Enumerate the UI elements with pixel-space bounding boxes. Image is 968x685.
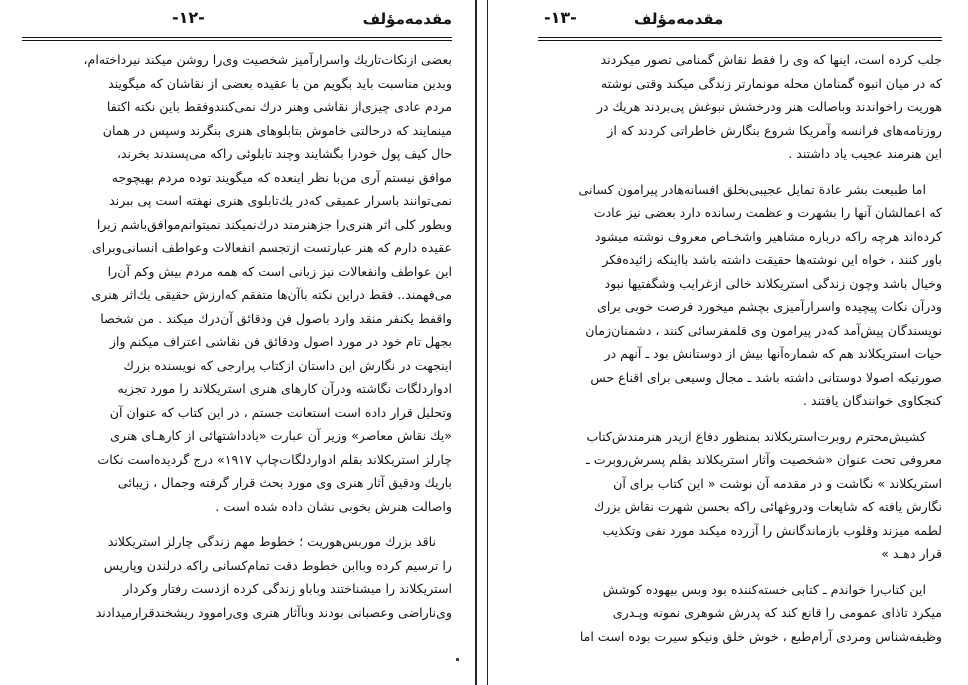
text-line: وبدین مناسبت باید بگویم من با عقیده بعضی از نقاشان که میگویند: [108, 75, 452, 91]
text-line: معروفی تحت عنوان «شخصیت وآثار استریکلاند بقلم پسرش‌روبرت ـ: [586, 452, 942, 467]
right-page-body: [538, 48, 942, 660]
paragraph: [538, 425, 942, 566]
text-line: جلب کرده است، اینها که وی را فقط نقاش گمنامی تصور میکردند: [600, 52, 942, 67]
left-page-body: [22, 48, 452, 636]
text-line: این هنرمند عجیب یاد داشتند .: [788, 146, 942, 161]
paragraph: [22, 48, 452, 518]
text-line: موافق نیستم آری من‌با نظر اینعده که میگویند توده مردم بهیچوجه: [111, 169, 452, 185]
paragraph: [538, 178, 942, 413]
text-line: این کتاب‌را خواندم ـ کتابی خسته‌کننده بود وبس بیهوده کوشش: [602, 581, 926, 597]
left-page-header: [22, 8, 452, 34]
text-line: وظیفه‌شناس ومردی آرام‌طبع ، خوش خلق ونیکو سیرت بوده است اما: [579, 628, 942, 644]
text-line: اما طبیعت بشر عادة تمایل عجیبی‌بخلق افسانه‌هادر پیرامون کسانی: [578, 181, 926, 197]
page-speck: [456, 658, 459, 661]
text-line: میکرد تاذاى عمومی را قانع کند که پدرش شوهری نمونه وپـدری: [612, 605, 942, 620]
text-line: ودرآن نکات پیچیده واسرارآمیزی بچشم میخورد فرصت خوبی برای: [597, 299, 942, 314]
paragraph: [538, 578, 942, 649]
left-page-title: مقدمه‌مؤلف: [362, 10, 452, 28]
text-line: مردم عادی چیزی‌از نقاشی وهنر درك نمی‌کنند‌وفقط باین نکته اکتفا: [106, 99, 452, 114]
text-line: وبطور کلی اثر هنری‌را جزهنرمند درك‌نمیکند نمیتوانم‌موافق‌باشم زیرا: [96, 216, 452, 232]
text-line: «یك نقاش معاصر» وزیر آن عبارت «یادداشتهائی از کارهـای هنری: [110, 428, 452, 443]
text-line: هوریت راخواندند وباصالت هنر ودرخشش نبوغش پی‌بردند هریك در: [596, 99, 942, 114]
text-line: کنجکاوی خوانندگان یافتند .: [802, 393, 942, 408]
text-line: روزنامه‌های فرانسه وآمریکا شروع بنگارش خاطراتی کردند که از: [607, 122, 942, 138]
text-line: می‌فهمند.. فقط دراین نکته باآن‌ها متفقم که‌ارزش حقیقی یك‌اثر هنری: [91, 287, 452, 302]
text-line: لطمه میزند وقلوب بازماندگانش را آزرده میکند مورد نفی وتکذیب: [602, 522, 942, 538]
text-line: مینمایند که درحالتی خاموش بتابلوهای هنری بنگرند وسپس در همان: [102, 122, 452, 138]
text-line: باور کنند ، خواه این نوشته‌ها حقیقت داشته باشد بااینکه زائیده‌فکر: [602, 252, 942, 267]
text-line: کشیش‌محترم روبرت‌استریکلاند بمنظور دفاع ازپدر هنرمندش‌کتاب: [586, 428, 926, 444]
right-page-title: مقدمه‌مؤلف: [634, 10, 724, 28]
text-line: اینجهت در نگارش این داستان ازکتاب پرارجی که نویسنده بزرك: [123, 357, 452, 373]
text-line: که در میان انبوه گمنامان محله مونمارتر زندگی میکند وقتی نوشته: [600, 75, 942, 91]
text-line: چارلز استریکلاند بقلم ادواردلگات‌چاپ ۱۹۱۷» درج گردیده‌است نکات: [97, 451, 452, 467]
right-page-number: -۱۳-: [544, 8, 577, 27]
text-line: که اعمالشان آنها را بشهرت و عظمت رسانده دارد بعضی نیز عادت: [593, 205, 942, 220]
right-page: [488, 0, 968, 685]
right-header-rule: [538, 37, 942, 41]
left-page-number: -۱۲-: [172, 8, 205, 27]
right-page-header: [544, 8, 942, 34]
text-line: حیات استریکلاند هم که شماره‌آنها بیش از دوستانش بود ـ آنهم در: [604, 346, 942, 361]
text-line: استریکلاند » نگاشت و در مقدمه آن نوشت « این کتاب برای آن: [613, 475, 942, 491]
paragraph: [538, 48, 942, 166]
text-line: وتحلیل قرار داده است استعانت جستم ، در این کتاب که عنوان آن: [109, 404, 452, 420]
text-line: بعضی ازنکات‌تاریك واسرارآمیز شخصیت وی‌را روشن میکند نیرداخته‌ام،: [83, 52, 452, 67]
left-header-rule: [22, 37, 452, 41]
text-line: واقفط یکنفر منقد وارد باصول فن ودقائق آن‌درك میکند . من شخصا: [100, 310, 452, 326]
text-line: ناقد بزرك موربس‌هوریت ؛ خطوط مهم زندگی چارلز استریکلاند: [107, 534, 436, 549]
text-line: واصالت هنرش بخوبی نشان داده شده است .: [215, 498, 452, 514]
text-line: نمی‌توانند باسرار عمیقی که‌در یك‌تابلوی هنری نهفته است پی ببرند: [109, 193, 452, 208]
left-page: [0, 0, 476, 685]
text-line: نگارش یافته که شایعات ودروغهائی راکه بحسن شهرت نقاش بزرك: [593, 499, 942, 514]
paragraph: [22, 530, 452, 624]
text-line: کرده‌اند هرچه راکه درباره مشاهیر واشخـاص معروف نوشته میشود: [594, 228, 942, 244]
text-line: قرار دهـد »: [881, 546, 942, 561]
text-line: بجهل تام خود در مورد اصول ودقائق فن نقاشی اعتراف میکنم واز: [109, 334, 452, 349]
text-line: حال کیف پول خودرا بگشایند وچند تابلوئی راکه می‌پسندند بخرند،: [116, 146, 452, 161]
text-line: نویسندگان پیش‌آمد که‌در پیرامون وی قلمفرسائی کنند ، دشمنان‌زمان: [585, 322, 942, 338]
text-line: صورتیکه اصولا دوستانی داشته باشد ـ مجال وسیعی برای اقناع حس: [590, 369, 942, 385]
text-line: وخیال باشد وچون زندگی استریکلاند خالی ازغرایب وشگفتیها نبود: [604, 275, 942, 291]
text-line: وی‌ناراضی وعصبانی بودند وباآثار هنری وی‌راموود ریشخندقرارمیدادند: [95, 604, 452, 620]
text-line: را ترسیم کرده وباابن خطوط دقت تمام‌کسانی راکه درلندن وپاریس: [103, 557, 452, 573]
gutter-edge-left: [475, 0, 477, 685]
text-line: باریك ودقیق آثار هنری وی مورد بحث قرار گرفته وجمال ، زیبائی: [117, 475, 452, 490]
text-line: ادواردلگات نگاشته ودرآن کارهای هنری استریکلاند را مورد تجزیه: [117, 381, 452, 396]
text-line: این عواطف وانفعالات نیز زبانی است که همه مردم بیش وکم آن‌را: [107, 263, 452, 279]
text-line: عقیده دارم که هنر عبارتست ازتجسم انفعالات وعواطف انسانی‌وبرای: [91, 240, 452, 255]
text-line: استریکلاند را میشناختند وباباو زندگی کرده ازدست رفتار وکردار: [123, 581, 452, 596]
